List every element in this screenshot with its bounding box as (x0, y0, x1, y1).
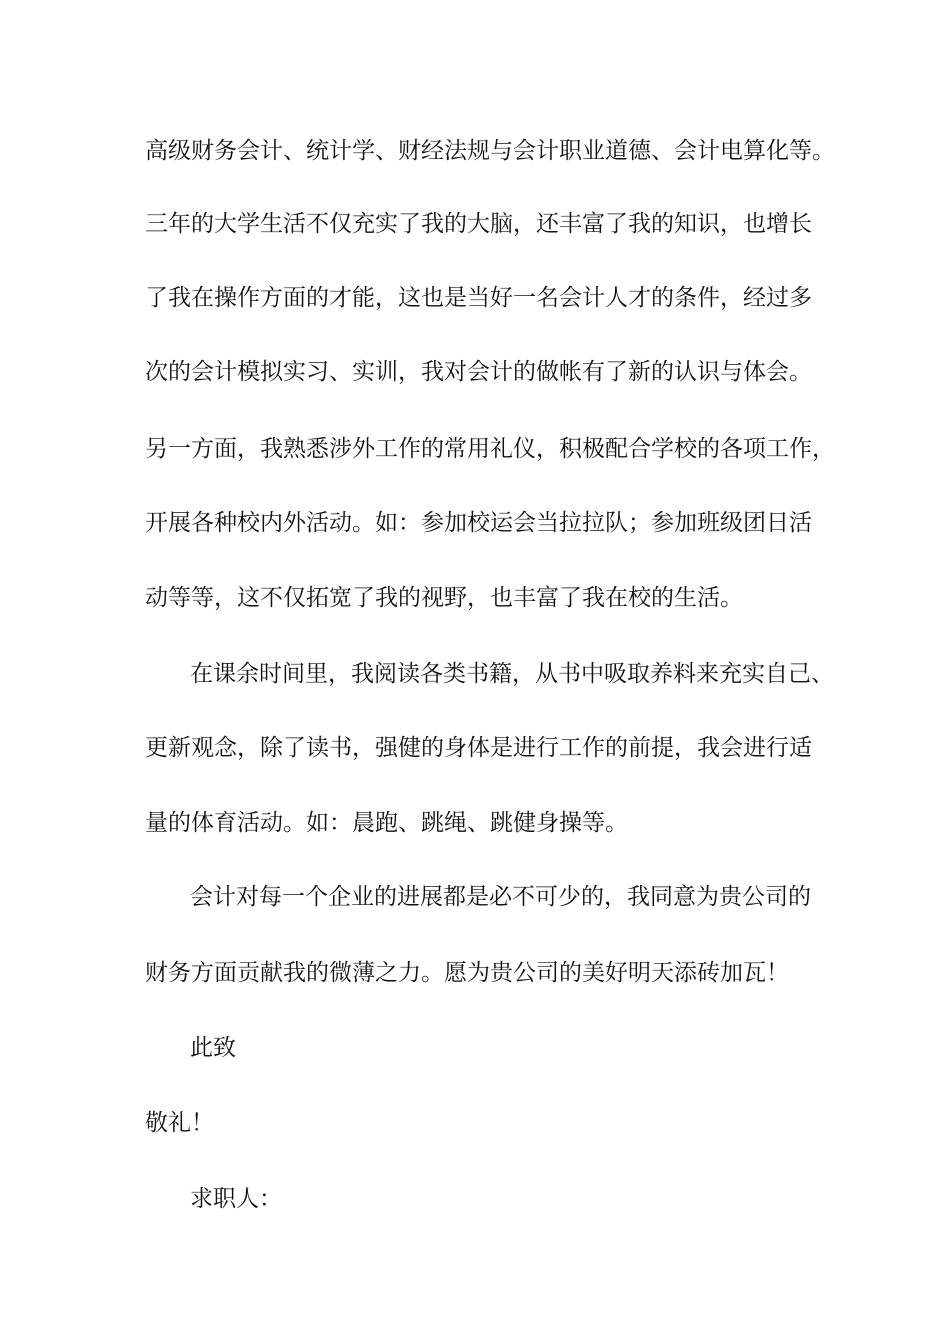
text-line: 量的体育活动。如：晨跑、跳绳、跳健身操等。 (145, 810, 628, 836)
applicant-signature-label: 求职人： (190, 1186, 282, 1212)
text-line: 三年的大学生活不仅充实了我的大脑，还丰富了我的知识，也增长 (145, 211, 812, 237)
text-line: 高级财务会计、统计学、财经法规与会计职业道德、会计电算化等。 (145, 138, 835, 164)
text-line: 次的会计模拟实习、实训，我对会计的做帐有了新的认识与体会。 (145, 359, 812, 385)
closing-salutation: 此致 (190, 1035, 236, 1061)
text-line: 开展各种校内外活动。如：参加校运会当拉拉队；参加班级团日活 (145, 510, 812, 536)
closing-regards: 敬礼！ (145, 1110, 214, 1136)
text-line: 了我在操作方面的才能，这也是当好一名会计人才的条件，经过多 (145, 285, 812, 311)
text-line: 财务方面贡献我的微薄之力。愿为贵公司的美好明天添砖加瓦！ (145, 960, 789, 986)
text-line: 动等等，这不仅拓宽了我的视野，也丰富了我在校的生活。 (145, 585, 743, 611)
text-line: 会计对每一个企业的进展都是必不可少的，我同意为贵公司的 (190, 884, 811, 910)
text-line: 另一方面，我熟悉涉外工作的常用礼仪，积极配合学校的各项工作， (145, 436, 835, 462)
text-line: 在课余时间里，我阅读各类书籍，从书中吸取养料来充实自己、 (190, 661, 834, 687)
text-line: 更新观念，除了读书，强健的身体是进行工作的前提，我会进行适 (145, 735, 812, 761)
